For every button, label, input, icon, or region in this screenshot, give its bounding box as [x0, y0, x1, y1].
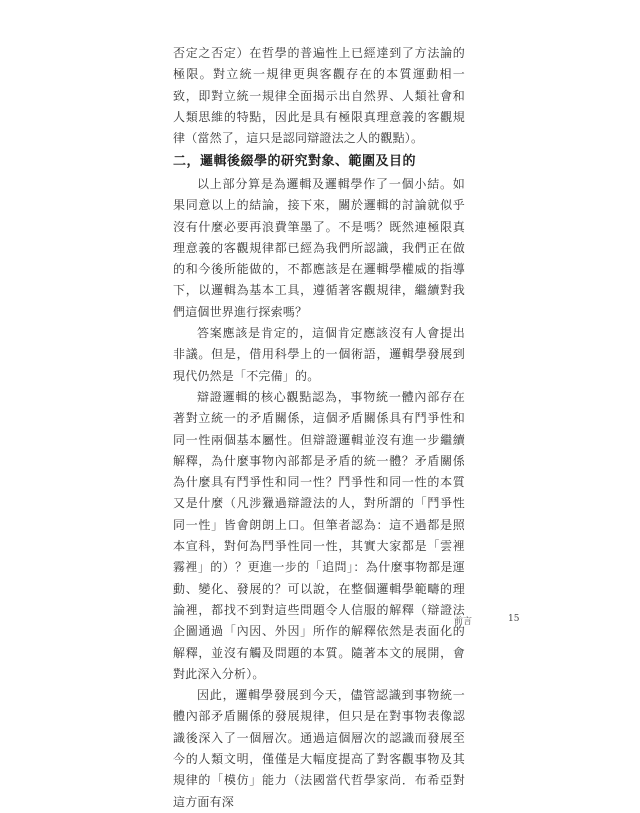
body-paragraph-3: 辯證邏輯的核心觀點認為，事物統一體內部存在著對立統一的矛盾關係，這個矛盾關係具有鬥爭性和同一性兩個基本屬性。但辯證邏輯並沒有進一步繼續解釋，為什麼事物內部都是矛盾的統一體？矛盾關係為什麼具有鬥爭性和同一性？鬥爭性和同一性的本質又是什麼（凡涉獵過辯證法的人，對所謂的「鬥爭性同一性」皆會朗朗上口。但筆者認為：這不過都是照本宣科，對何為鬥爭性同一性，其實大家都是「雲裡霧裡」的）？更進一步的「追問」：為什麼事物都是運動、變化、發展的？可以說，在整個邏輯學範疇的理論裡，都找不到對這些問題令人信服的解釋（辯證法企圖通過「內因、外因」所作的解釋依然是表面化的解釋，並沒有觸及問題的本質。隨著本文的展開，會對此深入分析）。 [173, 389, 465, 681]
section-heading: 二，邏輯後綴學的研究對象、範圍及目的 [173, 154, 417, 169]
body-paragraph-1: 以上部分算是為邏輯及邏輯學作了一個小結。如果同意以上的結論，接下來，關於邏輯的討論就似乎沒有什麼必要再浪費筆墨了。不是嗎？既然連極限真理意義的客觀規律都已經為我們所認識，我們正在做的和今後所能做的，不都應該是在邏輯學權威的指導下，以邏輯為基本工具，遵循著客觀規律，繼續對我們這個世界進行探索嗎？ [173, 177, 465, 319]
intro-text-block [173, 43, 465, 149]
running-footer-label: 前言 [454, 617, 473, 627]
page-number: 15 [508, 614, 520, 624]
intro-paragraph: 否定之否定）在哲學的普遍性上已經達到了方法論的極限。對立統一規律更與客觀存在的本質運動相一致，即對立統一規律全面揭示出自然界、人類社會和人類思維的特點，因此是具有極限真理意義的客觀規律（當然了，這只是認同辯證法之人的觀點）。 [173, 46, 465, 146]
body-paragraph-4: 因此，邏輯學發展到今天，儘管認識到事物統一體內部矛盾關係的發展規律，但只是在對事物表像認識後深入了一個層次。通過這個層次的認識而發展至今的人類文明，僅僅是大幅度提高了對客觀事物及其規律的「模仿」能力（法國當代哲學家尚．布希亞對這方面有深 [173, 688, 465, 809]
body-paragraph-2: 答案應該是肯定的，這個肯定應該沒有人會提出非議。但是，借用科學上的一個術語，邏輯學發展到現代仍然是「不完備」的。 [173, 326, 465, 383]
section-body [173, 174, 465, 813]
